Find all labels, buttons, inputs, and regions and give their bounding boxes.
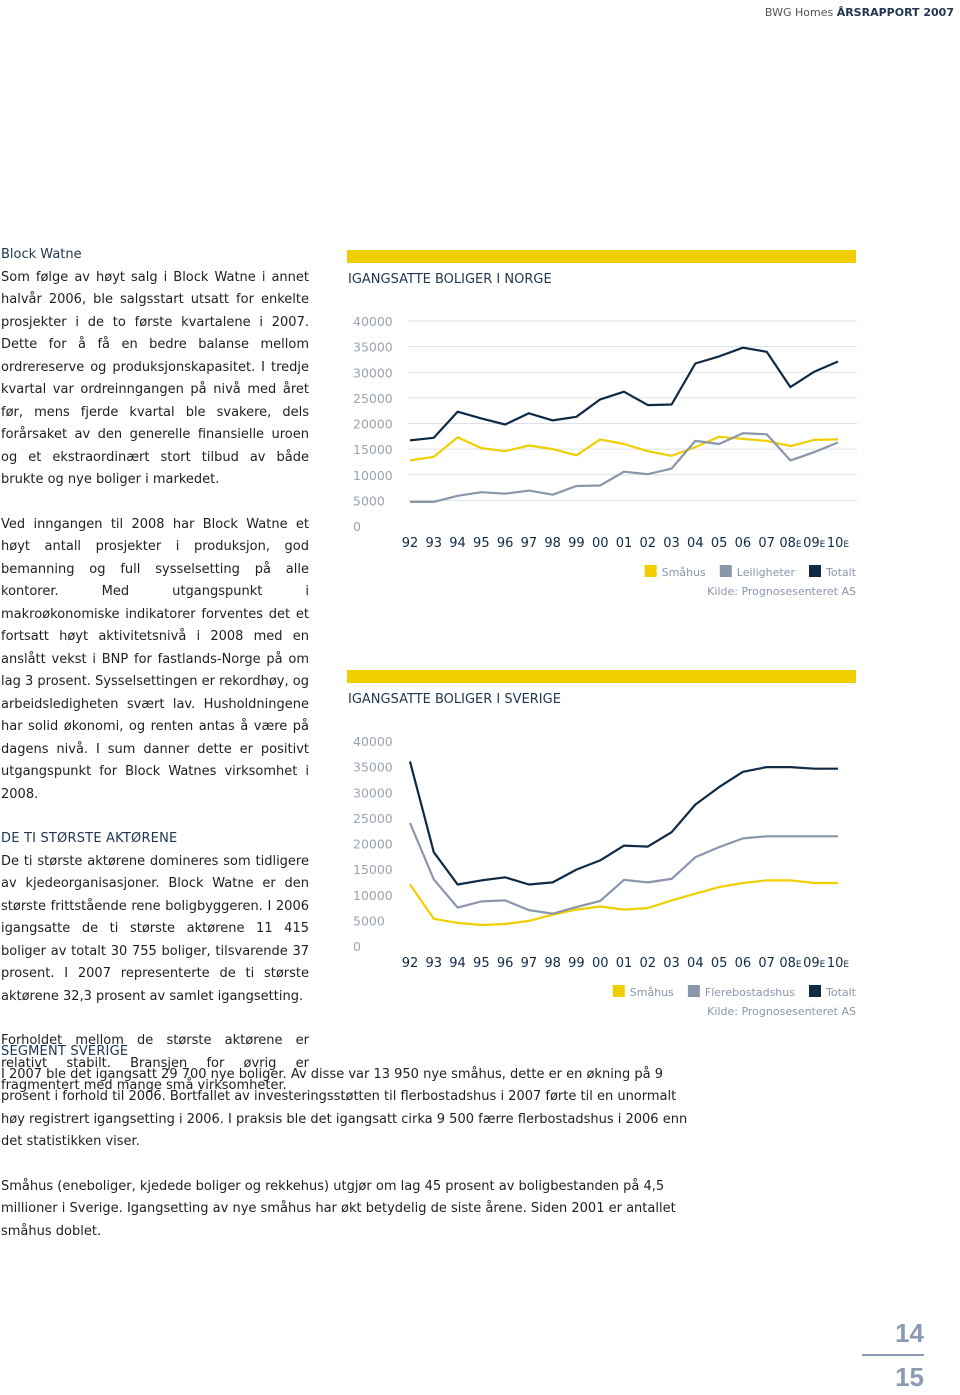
legend-label: Leiligheter xyxy=(736,566,795,579)
segment-section xyxy=(1,1041,701,1154)
x-tick-label: 93 xyxy=(425,536,443,551)
paragraph-3: De ti største aktørene domineres som tidligere av kjedeorganisasjoner. Block Watne er den største frittstående rene boligbyggeren. I 2006 igangsatte de ti største aktørene 11 415 boliger av totalt 30 755 boliger, tilsvarende 37 prosent. I 2007 representerte de ti største aktørene 32,3 prosent av samlet igangsetting. xyxy=(1,853,309,1004)
x-tick-label: 06 xyxy=(734,956,752,971)
chart-norway-svg xyxy=(345,248,860,608)
segment-paragraph-2: Småhus (eneboliger, kjedede boliger og rekkehus) utgjør om lag 45 prosent av boligbestanden på 4,5 millioner i Sverige. Igangsetting av nye småhus har økt betydelig de siste årene. Siden 2001 er antallet småhus doblet. xyxy=(1,1178,676,1239)
x-tick-label: 96 xyxy=(496,536,514,551)
legend-swatch xyxy=(613,985,625,997)
series-line-totalt xyxy=(410,762,838,885)
largest-actors-section xyxy=(1,828,309,1008)
x-tick-label: 00 xyxy=(591,956,609,971)
x-tick-label: 09E xyxy=(803,956,826,971)
y-tick-label: 25000 xyxy=(353,390,393,406)
estimate-mark: E xyxy=(843,960,850,970)
x-tick-label: 04 xyxy=(687,956,704,971)
x-tick-label: 03 xyxy=(663,536,680,551)
paragraph-1: Som følge av høyt salg i Block Watne i annet halvår 2006, ble salgsstart utsatt for enkelte prosjekter i de to første kvartalene i 2007. Dette for å få en bedre balanse mellom ordrereserve og produksjonskapasitet. I tredje kvartal var ordreinngangen på nivå med året før, mens fjerde kvartal ble svakere, dels forårsaket av den generelle finansielle uroen og et ekstraordinært stort tilbud av både brukte og nye boliger i markedet. xyxy=(1,269,309,487)
legend-label: Småhus xyxy=(661,566,706,579)
x-tick-label: 94 xyxy=(449,956,466,971)
segment-heading: SEGMENT SVERIGE xyxy=(1,1044,129,1059)
x-tick-label: 92 xyxy=(401,956,419,971)
y-tick-label: 10000 xyxy=(353,467,393,483)
y-tick-label: 35000 xyxy=(353,759,393,775)
page-number-divider xyxy=(862,1354,924,1356)
series-line-flerebostadshus xyxy=(410,823,838,914)
chart-norway xyxy=(345,248,860,608)
x-tick-label: 07 xyxy=(758,536,775,551)
legend-swatch xyxy=(645,565,657,577)
block-watne-heading: Block Watne xyxy=(1,247,82,262)
estimate-mark: E xyxy=(795,960,802,970)
y-tick-label: 25000 xyxy=(353,810,393,826)
y-tick-label: 20000 xyxy=(353,836,393,852)
header-title: ÅRSRAPPORT 2007 xyxy=(836,6,954,19)
left-column xyxy=(1,244,309,1116)
chart-source: Kilde: Prognosesenteret AS xyxy=(707,585,856,598)
x-tick-label: 93 xyxy=(425,956,443,971)
x-tick-label: 99 xyxy=(568,536,585,551)
x-tick-label: 08E xyxy=(779,536,802,551)
x-tick-label: 01 xyxy=(615,536,633,551)
legend-swatch xyxy=(720,565,732,577)
segment-paragraph-1: I 2007 ble det igangsatt 29 700 nye boliger. Av disse var 13 950 nye småhus, dette er en økning på 9 prosent i forhold til 2006. Bortfallet av investeringsstøtten til flerbostadshus i 2007 førte til en unormalt høy registrert igangsetting i 2006. I praksis ble det igangsatt cirka 9 500 færre flerbostadshus i 2006 enn det statistikken viser. xyxy=(1,1066,688,1149)
x-tick-label: 95 xyxy=(473,956,490,971)
estimate-mark: E xyxy=(819,960,826,970)
x-tick-label: 03 xyxy=(663,956,680,971)
x-tick-label: 96 xyxy=(496,956,514,971)
x-tick-label: 02 xyxy=(639,956,657,971)
series-line-totalt xyxy=(410,348,838,441)
chart-title: IGANGSATTE BOLIGER I NORGE xyxy=(348,272,552,287)
y-tick-label: 5000 xyxy=(353,493,385,509)
legend-swatch xyxy=(809,565,821,577)
x-tick-label: 10E xyxy=(826,536,850,551)
x-tick-label: 00 xyxy=(591,536,609,551)
x-tick-label: 97 xyxy=(520,536,538,551)
block-watne-section xyxy=(1,244,309,492)
chart-sweden-svg xyxy=(345,668,860,1028)
chart-sweden xyxy=(345,668,860,1028)
y-tick-label: 30000 xyxy=(353,785,393,801)
y-tick-label: 15000 xyxy=(353,442,393,458)
x-tick-label: 10E xyxy=(826,956,850,971)
segment-sweden xyxy=(1,1041,701,1261)
chart-header-bar xyxy=(347,670,856,683)
y-tick-label: 15000 xyxy=(353,862,393,878)
paragraph-2: Ved inngangen til 2008 har Block Watne et høyt antall prosjekter i produksjon, god bemanning og full sysselsetting på alle kontorer. Med utgangspunkt i makroøkonomiske indikatorer forventes det et fortsatt høyt aktivitetsnivå i 2008 med en anslått vekst i BNP for fastlands-Norge på om lag 3 prosent. Sysselsettingen er rekordhøy, og arbeidsledigheten svært lav. Husholdningene har solid økonomi, og renten antas å være på dagens nivå. I sum danner dette er positivt utgangspunkt for Block Watnes virksomhet i 2008. xyxy=(1,516,309,802)
legend-label: Flerebostadshus xyxy=(704,986,795,999)
x-tick-label: 08E xyxy=(779,956,802,971)
x-tick-label: 98 xyxy=(544,536,561,551)
x-tick-label: 97 xyxy=(520,956,538,971)
x-tick-label: 07 xyxy=(758,956,775,971)
header-brand: BWG Homes xyxy=(764,6,834,19)
x-tick-label: 09E xyxy=(803,536,826,551)
page-number-bottom: 15 xyxy=(895,1362,924,1392)
legend-label: Totalt xyxy=(825,986,856,999)
chart-source: Kilde: Prognosesenteret AS xyxy=(707,1005,856,1018)
chart-header-bar xyxy=(347,250,856,263)
x-tick-label: 04 xyxy=(687,536,704,551)
y-tick-label: 40000 xyxy=(353,734,393,749)
estimate-mark: E xyxy=(819,540,826,550)
y-tick-label: 30000 xyxy=(353,365,393,381)
legend-swatch xyxy=(688,985,700,997)
largest-actors-heading: DE TI STØRSTE AKTØRENE xyxy=(1,831,178,846)
x-tick-label: 06 xyxy=(734,536,752,551)
estimate-mark: E xyxy=(843,540,850,550)
y-tick-label: 35000 xyxy=(353,339,393,355)
y-tick-label: 0 xyxy=(353,939,361,954)
x-tick-label: 02 xyxy=(639,536,657,551)
series-line-småhus xyxy=(410,437,838,461)
y-tick-label: 5000 xyxy=(353,913,385,929)
legend-label: Totalt xyxy=(825,566,856,579)
y-tick-label: 20000 xyxy=(353,416,393,432)
legend-swatch xyxy=(809,985,821,997)
x-tick-label: 95 xyxy=(473,536,490,551)
estimate-mark: E xyxy=(795,540,802,550)
x-tick-label: 01 xyxy=(615,956,633,971)
legend-label: Småhus xyxy=(629,986,674,999)
page-header xyxy=(765,6,954,19)
page-number-top: 14 xyxy=(895,1318,924,1348)
paragraph-4: Forholdet mellom de største aktørene er relativt stabilt. Bransjen for øvrig er fragmentert med mange små virksomheter. xyxy=(1,1033,309,1093)
y-tick-label: 10000 xyxy=(353,887,393,903)
chart-title: IGANGSATTE BOLIGER I SVERIGE xyxy=(348,692,561,707)
x-tick-label: 98 xyxy=(544,956,561,971)
x-tick-label: 05 xyxy=(710,536,728,551)
x-tick-label: 92 xyxy=(401,536,419,551)
y-tick-label: 0 xyxy=(353,519,361,534)
x-tick-label: 05 xyxy=(710,956,728,971)
x-tick-label: 94 xyxy=(449,536,466,551)
x-tick-label: 99 xyxy=(568,956,585,971)
y-tick-label: 40000 xyxy=(353,314,393,329)
